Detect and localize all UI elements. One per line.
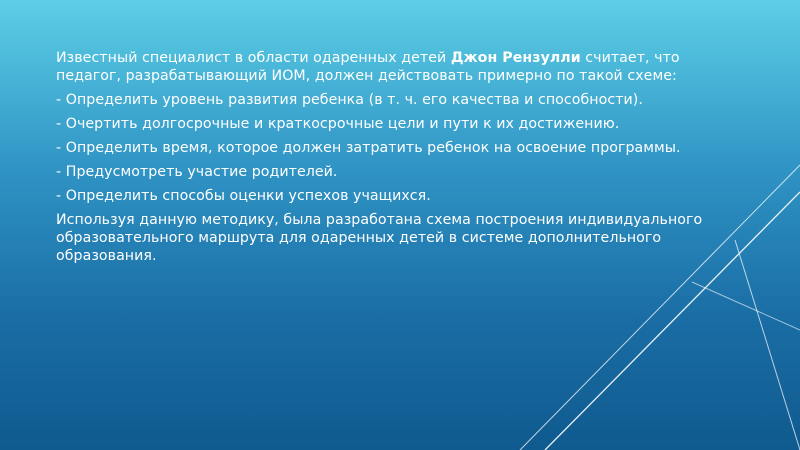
intro-suffix: считает, что педагог, разрабатывающий ИОМ, должен действовать примерно по такой схеме: — [56, 50, 680, 84]
conclusion-paragraph: Используя данную методику, была разработана схема построения индивидуального образовательного маршрута для одаренных детей в системе дополнительного образования. — [56, 212, 703, 264]
list-item: - Определить уровень развития ребенка (в т. ч. его качества и способности). — [56, 92, 643, 108]
list-item: - Определить способы оценки успехов учащихся. — [56, 188, 431, 204]
intro-paragraph — [56, 49, 746, 85]
list-item: - Определить время, которое должен затратить ребенок на освоение программы. — [56, 140, 681, 156]
list-item: - Очертить долгосрочные и краткосрочные цели и пути к их достижению. — [56, 116, 620, 132]
author-name: Джон Рензулли — [450, 50, 581, 66]
intro-prefix: Известный специалист в области одаренных детей — [56, 50, 451, 66]
decor-line-4 — [692, 282, 800, 330]
decor-line-3 — [735, 240, 800, 450]
slide-text — [56, 49, 746, 271]
list-item: - Предусмотреть участие родителей. — [56, 164, 338, 180]
